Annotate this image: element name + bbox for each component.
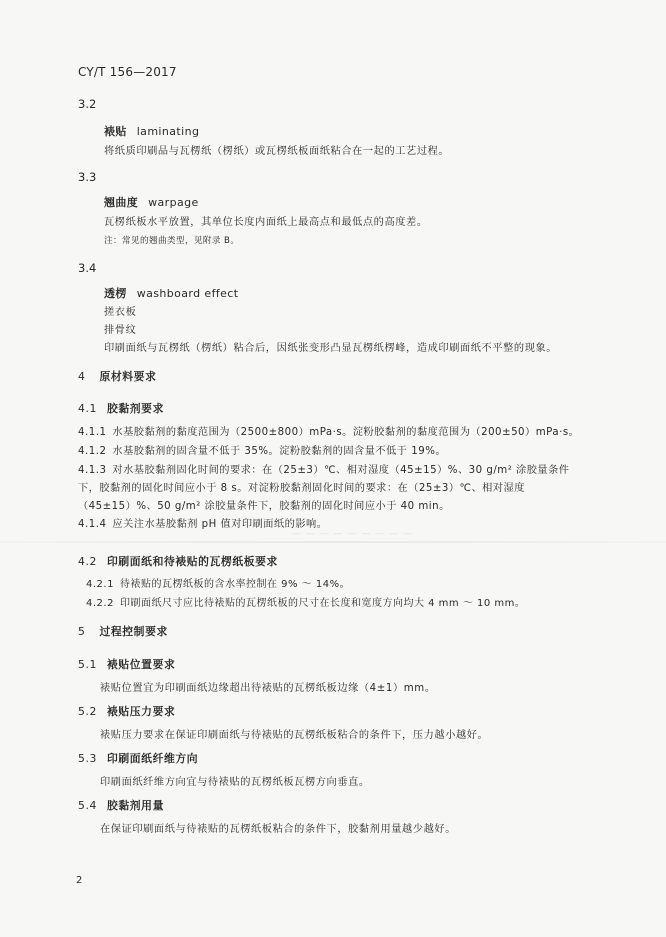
standard-code: CY/T 156—2017 (78, 65, 177, 79)
clause-number: 4.2 (78, 555, 97, 568)
section-heading-5 (78, 627, 168, 638)
item-text: 印刷面纸尺寸应比待裱贴的瓦楞纸板的尺寸在长度和宽度方向均大 4 mm ～ 10 mm。 (119, 598, 526, 609)
term-en: washboard effect (136, 287, 239, 300)
item-text-line-1: 对水基胶黏剂固化时间的要求：在（25±3）℃、相对湿度（45±15）%、30 g/m² 涂胶量条件 (112, 465, 570, 476)
item-4-1-4 (78, 520, 327, 530)
clause-heading-5-4 (78, 801, 164, 812)
clause-title: 胶黏剂用量 (106, 799, 164, 812)
clause-title: 胶黏剂要求 (106, 402, 164, 415)
term-en: warpage (148, 196, 199, 209)
item-text: 水基胶黏剂的固含量不低于 35%。淀粉胶黏剂的固含量不低于 19%。 (112, 446, 447, 457)
show-through-text: — — — — — — — — — (292, 529, 413, 539)
clause-number-3-3: 3.3 (78, 170, 97, 184)
item-4-1-3 (78, 466, 569, 476)
definition-warpage: 瓦楞纸板水平放置，其单位长度内面纸上最高点和最低点的高度差。 (104, 217, 428, 228)
clause-number: 5.1 (78, 658, 97, 671)
clause-title: 裱贴位置要求 (106, 658, 176, 671)
item-number: 4.1.1 (78, 427, 107, 438)
alt-term-2: 排骨纹 (104, 325, 137, 336)
item-number: 4.1.3 (78, 465, 107, 476)
item-4-1-3-line-2: 下，胶黏剂的固化时间应小于 8 s。对淀粉胶黏剂固化时间的要求：在（25±3）℃、相对湿度 (78, 483, 525, 494)
item-number: 4.2.2 (86, 598, 114, 609)
item-4-1-2 (78, 447, 446, 457)
clause-text-5-2: 裱贴压力要求在保证印刷面纸与待裱贴的瓦楞纸板粘合的条件下，压力越小越好。 (100, 730, 489, 741)
section-title: 过程控制要求 (99, 625, 168, 638)
clause-text-5-3: 印刷面纸纤维方向宜与待裱贴的瓦楞纸板瓦楞方向垂直。 (100, 777, 370, 788)
item-4-1-3-line-3: （45±15）%、50 g/m² 涂胶量条件下，胶黏剂的固化时间应小于 40 min。 (78, 501, 450, 512)
clause-number: 5.3 (78, 752, 97, 765)
item-number: 4.1.2 (78, 446, 107, 457)
clause-title: 裱贴压力要求 (106, 705, 176, 718)
item-4-2-1 (86, 580, 350, 590)
clause-text-5-1: 裱贴位置宜为印刷面纸边缘超出待裱贴的瓦楞纸板边缘（4±1）mm。 (100, 683, 436, 694)
term-warpage (104, 197, 199, 208)
section-number: 5 (78, 625, 86, 638)
clause-heading-4-1 (78, 404, 164, 415)
item-text: 水基胶黏剂的黏度范围为（2500±800）mPa·s。淀粉胶黏剂的黏度范围为（200±50）mPa·s。 (112, 427, 580, 438)
clause-number: 5.2 (78, 705, 97, 718)
clause-heading-5-3 (78, 754, 198, 765)
clause-title: 印刷面纸纤维方向 (106, 752, 199, 765)
item-number: 4.1.4 (78, 519, 107, 530)
clause-number-3-2: 3.2 (78, 97, 97, 111)
term-washboard (104, 288, 238, 299)
term-laminating (104, 126, 199, 137)
clause-heading-4-2 (78, 557, 278, 568)
clause-heading-5-1 (78, 660, 175, 671)
term-en: laminating (136, 125, 200, 138)
term-zh: 裱贴 (104, 125, 127, 138)
scan-fold-line (0, 541, 666, 543)
definition-laminating: 将纸质印刷品与瓦楞纸（楞纸）或瓦楞纸板面纸粘合在一起的工艺过程。 (104, 146, 450, 157)
item-4-2-2 (86, 599, 525, 609)
item-text: 应关注水基胶黏剂 pH 值对印刷面纸的影响。 (112, 519, 328, 530)
term-zh: 透楞 (104, 287, 127, 300)
clause-title: 印刷面纸和待裱贴的瓦楞纸板要求 (106, 555, 278, 568)
clause-heading-5-2 (78, 707, 175, 718)
section-title: 原材料要求 (99, 370, 157, 383)
page-number: 2 (76, 875, 83, 886)
term-zh: 翘曲度 (104, 196, 139, 209)
note-warpage: 注：常见的翘曲类型，见附录 B。 (104, 236, 240, 246)
item-number: 4.2.1 (86, 579, 114, 590)
item-4-1-1 (78, 428, 579, 438)
definition-washboard: 印刷面纸与瓦楞纸（楞纸）粘合后，因纸张变形凸显瓦楞纸楞峰，造成印刷面纸不平整的现象。 (104, 343, 558, 354)
clause-number: 5.4 (78, 799, 97, 812)
clause-number-3-4: 3.4 (78, 261, 97, 275)
clause-text-5-4: 在保证印刷面纸与待裱贴的瓦楞纸板粘合的条件下，胶黏剂用量越少越好。 (100, 824, 456, 835)
clause-number: 4.1 (78, 402, 97, 415)
alt-term-1: 搓衣板 (104, 307, 137, 318)
item-text: 待裱贴的瓦楞纸板的含水率控制在 9% ～ 14%。 (119, 579, 351, 590)
section-heading-4 (78, 372, 156, 383)
section-number: 4 (78, 370, 86, 383)
